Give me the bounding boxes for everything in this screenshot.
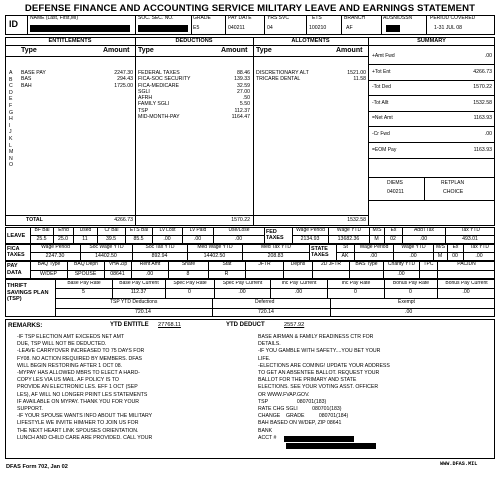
summary-amt-fwd-label: +Amt Fwd: [372, 53, 395, 59]
pay-data-value-10: .00: [397, 270, 405, 277]
pay-data-header-12: PACIDN: [457, 262, 476, 267]
ent-type-header: Type: [21, 47, 37, 54]
thrift-label: THRIFT SAVINGS PLAN (TSP): [7, 283, 49, 302]
leave-header-6: Lv Paid: [189, 228, 207, 233]
state-value-3: M: [437, 252, 443, 259]
leave-header-4: ETS Bal: [129, 228, 149, 233]
leave-value-5: .00: [163, 235, 171, 242]
acct-redacted: [286, 443, 376, 449]
fed-value-3: 02: [390, 235, 396, 242]
allt-type-header: Type: [256, 47, 272, 54]
allotments-header: ALLOTMENTS: [291, 38, 330, 44]
ets-label: ETS: [312, 15, 322, 21]
ent-amount-header: Amount: [103, 47, 130, 54]
thrift-header-2: Spec Pay Rate: [173, 280, 207, 286]
thrift-header-5: Inc Pay Rate: [341, 280, 371, 286]
state-header-4: Ex: [452, 245, 459, 250]
ytd-entitle-label: YTD ENTITLE: [110, 322, 149, 328]
state-header-5: Tax YTD: [469, 245, 490, 250]
remarks-left-column: -IF TSP ELECTION AMT EXCEEDS NET AMT DUE, TSP WILL NOT BE DEDUCTED. -LEAVE CARRYOVER INCREASED TO 75 DAYS FOR FY08. NO ACTION REQUIRED BY MEMBERS. DFAS WILL BEGIN RESTORING AFTER 1 OCT 08. -MYPAY HAS ALLOWED MBRS TO ELECT A HARD- COPY LES VIA US MAIL. AF POLICY IS TO PROVIDE AN ELECTRONIC LES. EFF 1 OCT (SEP LES), AF WILL NO LONGER PRINT LES STATEMENTS IF AVAILABLE ON MYPAY. THANK YOU FOR YOUR SUPPORT. -IF YOUR SPOUSE WANTS INFO ABOUT THE MILITARY LIFESTYLE WE INVITE HIM/HER TO JOIN US FOR THE NEXT HEART LINK SPOUSES ORIENTATION. LUNCH AND CHILD CARE ARE PROVIDED. CALL YOUR: [17, 334, 153, 441]
retplan-value: CHOICE: [443, 189, 464, 195]
fica-header-4: Med Tax YTD: [260, 245, 292, 250]
pay-data-value-2: 08641: [110, 270, 125, 277]
grade-label: GRADE: [193, 15, 211, 21]
paydate-value: 040211: [228, 25, 245, 31]
thrift-value-6: 0: [409, 289, 412, 295]
state-header-3: M/S: [436, 245, 445, 250]
leave-value-1: 25.0: [57, 235, 69, 242]
summary-tot-ent-label: +Tot Ent: [372, 69, 391, 75]
leave-value-4: 85.5: [133, 235, 144, 242]
tsp-ytd-ded-value: 720.14: [135, 309, 151, 315]
pay-data-header-10: Charity YTD: [387, 262, 416, 267]
adsn-label: ADSN/DSSN: [383, 15, 413, 21]
state-header-2: Wage YTD: [401, 245, 426, 250]
fed-header-1: Wage YTD: [336, 228, 362, 233]
thrift-header-0: Base Pay Rate: [67, 280, 101, 286]
tsp-ytd-ded-label: TSP YTD Deductions: [110, 299, 158, 305]
diems-value: 040211: [387, 189, 404, 195]
period-value: 1-31 JUL 08: [434, 25, 463, 31]
adsn-redacted: [386, 25, 400, 32]
ytd-deduct-value: 2557.92: [284, 322, 305, 328]
allotment-types: DISCRETIONARY ALT TRICARE DENTAL: [256, 70, 309, 83]
pay-data-header-11: TPC: [423, 262, 434, 267]
total-deductions: 1570.22: [231, 217, 250, 223]
deductions-header: DEDUCTIONS: [175, 38, 213, 44]
summary-header: SUMMARY: [417, 38, 446, 44]
yrs-svc-value: 04: [267, 25, 273, 31]
summary-tot-ded-value: 1570.22: [473, 84, 492, 90]
row-letters: A B C D E F G H I J K L M N O: [9, 70, 14, 169]
thrift-value-7: .00: [462, 289, 470, 295]
diems-label: DIEMS: [387, 180, 403, 186]
fica-header-1: Soc Wage YTD: [89, 245, 124, 250]
fica-header-0: Wage Period: [41, 245, 70, 250]
total-entitlements: 4266.73: [114, 217, 133, 223]
leave-header-7: Use/Lose: [228, 228, 250, 233]
fed-header-3: Ex: [390, 228, 397, 233]
summary-eom-pay-value: 1163.93: [473, 147, 492, 153]
ssn-redacted: [138, 25, 188, 32]
paydate-label: PAY DATE: [228, 15, 252, 21]
thrift-value-1: 112.37: [130, 289, 147, 295]
thrift-header-4: Inc Pay Current: [281, 280, 317, 286]
deduction-types: FEDERAL TAXES FICA-SOC SECURITY FICA-MEDICARE SGLI AFRH FAMILY SGLI TSP MID-MONTH-PAY: [138, 70, 191, 121]
leave-header-2: Used: [79, 228, 92, 233]
fica-value-4: 208.83: [267, 252, 284, 259]
pay-data-value-4: 8: [186, 270, 190, 277]
summary-net-amt-value: 1163.93: [473, 115, 492, 121]
yrs-svc-label: YRS SVC: [267, 15, 289, 21]
pay-data-header-4: Share: [181, 262, 196, 267]
summary-tot-ent-value: 4266.73: [473, 69, 492, 75]
thrift-value-5: 0: [354, 289, 357, 295]
leave-value-3: 39.5: [105, 235, 117, 242]
ytd-deduct-label: YTD DEDUCT: [226, 322, 265, 328]
summary-cr-fwd-value: .00: [484, 131, 492, 137]
pay-data-header-6: JFTR: [258, 262, 271, 267]
id-label: ID: [9, 19, 18, 29]
thrift-header-1: Base Pay Current: [119, 280, 159, 286]
bank-redacted: [284, 436, 354, 442]
pay-data-header-5: Stat: [222, 262, 232, 267]
summary-cr-fwd-label: -Cr Fwd: [372, 131, 390, 137]
summary-net-amt-label: =Net Amt: [372, 115, 393, 121]
fica-header-2: Soc Tax YTD: [145, 245, 175, 250]
leave-value-0: 25.5: [36, 235, 47, 242]
summary-tot-allt-value: 1532.58: [473, 100, 492, 106]
pay-data-header-1: BAQ Depn: [74, 262, 98, 267]
period-label: PERIOD COVERED: [430, 15, 476, 21]
thrift-header-7: Bonus Pay Current: [445, 280, 488, 286]
tsp-deferred-value: 720.14: [258, 309, 274, 315]
leave-header-3: Cr Bal: [104, 228, 119, 233]
entitlements-header: ENTITLEMENTS: [48, 38, 92, 44]
ssn-label: SOC. SEC. NO.: [138, 15, 174, 21]
fed-header-4: Add'l Tax: [413, 228, 435, 233]
fica-header-3: Med Wage YTD: [197, 245, 233, 250]
pay-data-value-5: R: [224, 270, 229, 277]
state-value-0: AK: [341, 252, 349, 259]
leave-value-2: 11: [82, 235, 88, 242]
total-label: TOTAL: [26, 217, 43, 223]
fed-value-4: .00: [419, 235, 428, 242]
fed-header-2: M/S: [372, 228, 382, 233]
state-taxes-label: STATE TAXES: [311, 246, 329, 258]
tsp-exempt-value: .00: [405, 309, 413, 315]
fica-value-3: 14402.50: [203, 252, 226, 259]
state-value-2: .00: [409, 252, 417, 259]
grade-value: E5: [193, 25, 200, 31]
pay-data-header-2: VHA Zip: [108, 262, 128, 267]
fed-taxes-label: FED TAXES: [266, 229, 284, 241]
pay-data-header-9: BAS Type: [355, 262, 378, 267]
summary-eom-pay-label: =EOM Pay: [372, 147, 397, 153]
tsp-deferred-label: Deferred: [255, 299, 275, 305]
fed-header-0: Wage Period: [296, 228, 325, 233]
ets-value: 100210: [309, 25, 327, 31]
tsp-exempt-label: Exempt: [398, 299, 415, 305]
thrift-value-2: 0: [188, 289, 191, 295]
pay-data-value-1: SPOUSE: [74, 270, 97, 277]
leave-value-6: .00: [193, 235, 202, 242]
fica-value-2: 892.94: [151, 252, 168, 259]
state-header-0: St: [343, 245, 348, 250]
fica-value-0: 2247.30: [45, 252, 65, 259]
thrift-value-0: 5: [82, 289, 85, 295]
pay-data-value-3: .00: [145, 270, 154, 277]
thrift-value-4: .00: [294, 289, 303, 295]
summary-amt-fwd-value: .00: [484, 53, 492, 59]
remarks-right-column: BASE AIRMAN & FAMILY READINESS CTR FOR DETAILS. -IF YOU GAMBLE WITH SAFETY....YOU BET YOUR LIFE. -ELECTIONS ARE COMING! UPDATE YOUR ADDRESS TO GET AN ABSENTEE BALLOT. REQUEST YOUR BALLOT FOR THE PRIMARY AND STATE ELECTIONS. SEE YOUR VOTING ASST. OFFICER OR WWW.FVAP.GOV. TSP 080701(183) RATE CHG SGLI 080701(183) CHANGE GRADE 080701(184) BAH BASED ON W/DEP, ZIP 08641 BANK ACCT #: [258, 334, 390, 441]
allotment-amounts: 1521.00 11.58: [347, 70, 366, 83]
pay-data-value-0: W/DEP: [39, 270, 57, 277]
page-title: DEFENSE FINANCE AND ACCOUNTING SERVICE MILITARY LEAVE AND EARNINGS STATEMENT: [24, 3, 476, 14]
thrift-header-3: Spec Pay Current: [222, 280, 263, 286]
leave-header-1: Ernd: [58, 228, 69, 233]
dfas-website: WWW.DFAS.MIL: [440, 461, 478, 467]
remarks-label: REMARKS:: [8, 322, 43, 329]
thrift-value-3: .00: [238, 289, 246, 295]
total-allotments: 1532.58: [347, 217, 366, 223]
leave-header-0: BF Bal: [34, 228, 50, 233]
state-value-1: .00: [369, 252, 378, 259]
fed-value-2: M: [374, 235, 379, 242]
pay-data-label: PAY DATA: [7, 263, 22, 276]
form-number: DFAS Form 702, Jan 02: [6, 464, 68, 470]
branch-label: BRANCH: [344, 15, 366, 21]
main-box: [5, 37, 495, 226]
leave-header-5: Lv Lost: [159, 228, 176, 233]
fed-value-5: 493.01: [462, 235, 478, 242]
name-label: NAME (Last, First,MI): [30, 15, 79, 21]
entitlement-amounts: 2247.30 294.43 1725.00: [114, 70, 133, 89]
retplan-label: RETPLAN: [441, 180, 465, 186]
fica-value-1: 14402.50: [95, 252, 117, 259]
pay-data-header-8: 2D JFTR: [321, 262, 341, 267]
state-value-4: 00: [452, 252, 458, 259]
deduction-amounts: 88.46 139.33 32.59 27.00 .50 5.50 112.37 1164.47: [231, 70, 250, 121]
summary-tot-allt-label: -Tot Allt: [372, 100, 389, 106]
fed-header-5: Tax YTD: [460, 228, 481, 233]
thrift-header-6: Bonus Pay Rate: [392, 280, 430, 286]
summary-tot-ded-label: -Tot Ded: [372, 84, 391, 90]
fed-value-0: 2134.93: [300, 235, 320, 242]
state-value-5: .00: [475, 252, 483, 259]
ded-amount-header: Amount: [221, 47, 248, 54]
branch-value: AF: [346, 25, 353, 31]
fed-value-1: 13682.36: [337, 235, 360, 242]
fica-taxes-label: FICA TAXES: [7, 246, 25, 258]
name-redacted: [30, 25, 130, 32]
ytd-entitle-value: 27768.11: [158, 322, 181, 328]
pay-data-header-0: BAQ Type: [37, 262, 61, 267]
ded-type-header: Type: [138, 47, 154, 54]
allt-amount-header: Amount: [336, 47, 363, 54]
entitlement-types: BASE PAY BAS BAH: [21, 70, 46, 89]
state-header-1: Wage Period: [359, 245, 389, 250]
pay-data-header-7: Depns: [290, 262, 306, 267]
leave-label: LEAVE: [7, 233, 26, 239]
leave-value-7: .00: [234, 235, 243, 242]
pay-data-header-3: Rent Amt: [139, 262, 161, 267]
